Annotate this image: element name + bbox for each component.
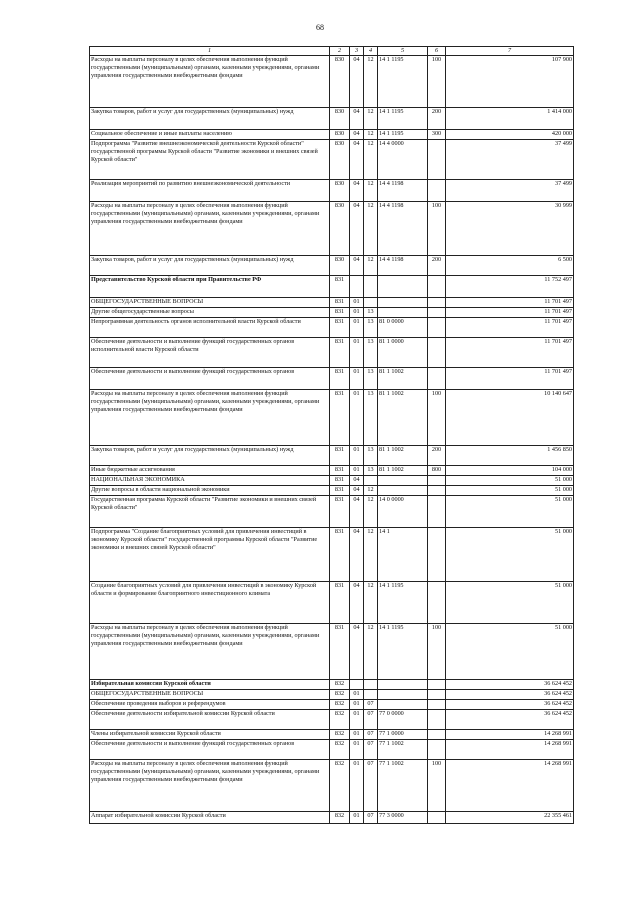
table-row	[90, 740, 574, 760]
cell-ministry-code: 831	[330, 446, 350, 466]
cell-amount: 420 000	[446, 130, 574, 140]
cell-subsection-code	[364, 476, 378, 486]
table-row	[90, 338, 574, 368]
cell-target-article-code	[378, 308, 428, 318]
cell-section-code: 04	[350, 108, 364, 130]
cell-section-code: 01	[350, 700, 364, 710]
cell-expense-type-code	[428, 740, 446, 760]
cell-ministry-code: 831	[330, 476, 350, 486]
cell-expense-type-code: 100	[428, 760, 446, 812]
cell-expense-type-code	[428, 812, 446, 824]
cell-amount: 36 624 452	[446, 700, 574, 710]
cell-expense-type-code	[428, 486, 446, 496]
cell-subsection-code: 13	[364, 466, 378, 476]
cell-ministry-code: 831	[330, 624, 350, 680]
cell-section-code: 04	[350, 202, 364, 256]
cell-section-code: 01	[350, 466, 364, 476]
table-row	[90, 298, 574, 308]
cell-ministry-code: 830	[330, 108, 350, 130]
cell-section-code: 01	[350, 760, 364, 812]
cell-amount: 11 701 497	[446, 308, 574, 318]
cell-expense-type-code	[428, 690, 446, 700]
cell-subsection-code: 12	[364, 130, 378, 140]
cell-amount: 11 701 497	[446, 318, 574, 338]
cell-subsection-code: 12	[364, 582, 378, 624]
column-header: 4	[364, 47, 378, 56]
cell-section-code: 01	[350, 308, 364, 318]
cell-section-code: 01	[350, 730, 364, 740]
table-row	[90, 368, 574, 390]
cell-section-code: 01	[350, 812, 364, 824]
cell-subsection-code: 12	[364, 56, 378, 108]
cell-target-article-code	[378, 680, 428, 690]
cell-subsection-code: 12	[364, 180, 378, 202]
cell-subsection-code: 12	[364, 108, 378, 130]
cell-target-article-code	[378, 476, 428, 486]
cell-expense-type-code	[428, 140, 446, 180]
cell-expense-type-code: 200	[428, 446, 446, 466]
cell-target-article-code: 14 1 1195	[378, 56, 428, 108]
cell-expense-type-code: 100	[428, 390, 446, 446]
table-row	[90, 108, 574, 130]
cell-name: Закупка товаров, работ и услуг для государственных (муниципальных) нужд	[90, 256, 330, 276]
table-row	[90, 202, 574, 256]
cell-expense-type-code	[428, 298, 446, 308]
cell-amount: 107 900	[446, 56, 574, 108]
cell-subsection-code: 07	[364, 740, 378, 760]
cell-target-article-code: 81 1 1002	[378, 390, 428, 446]
cell-section-code: 01	[350, 690, 364, 700]
table-row	[90, 390, 574, 446]
cell-amount: 11 752 497	[446, 276, 574, 298]
cell-expense-type-code	[428, 730, 446, 740]
cell-name: Другие вопросы в области национальной экономики	[90, 486, 330, 496]
cell-section-code: 01	[350, 298, 364, 308]
cell-expense-type-code	[428, 338, 446, 368]
cell-section-code: 01	[350, 338, 364, 368]
cell-target-article-code: 14 1 1195	[378, 108, 428, 130]
cell-section-code: 01	[350, 710, 364, 730]
cell-subsection-code	[364, 680, 378, 690]
table-row	[90, 486, 574, 496]
cell-ministry-code: 830	[330, 140, 350, 180]
cell-section-code: 04	[350, 486, 364, 496]
cell-target-article-code: 81 0 0000	[378, 318, 428, 338]
cell-target-article-code: 81 1 1002	[378, 466, 428, 476]
cell-subsection-code: 07	[364, 730, 378, 740]
cell-target-article-code: 14 4 1198	[378, 202, 428, 256]
cell-target-article-code: 14 4 0000	[378, 140, 428, 180]
cell-expense-type-code	[428, 528, 446, 582]
cell-amount: 10 140 647	[446, 390, 574, 446]
column-header: 3	[350, 47, 364, 56]
table-row	[90, 318, 574, 338]
cell-target-article-code	[378, 298, 428, 308]
cell-ministry-code: 830	[330, 130, 350, 140]
cell-subsection-code: 12	[364, 140, 378, 180]
cell-ministry-code: 832	[330, 690, 350, 700]
cell-name: Создание благоприятных условий для привлечения инвестиций в экономику Курской области и формирование благоприятного инвестиционного климата	[90, 582, 330, 624]
cell-ministry-code: 832	[330, 740, 350, 760]
cell-name: ОБЩЕГОСУДАРСТВЕННЫЕ ВОПРОСЫ	[90, 690, 330, 700]
table-body	[90, 56, 574, 824]
cell-name: Обеспечение проведения выборов и референдумов	[90, 700, 330, 710]
cell-target-article-code: 14 1 1195	[378, 582, 428, 624]
cell-amount: 14 268 991	[446, 760, 574, 812]
cell-amount: 36 624 452	[446, 710, 574, 730]
cell-expense-type-code: 800	[428, 466, 446, 476]
cell-name: Государственная программа Курской области "Развитие экономики и внешних связей Курской области"	[90, 496, 330, 528]
cell-name: Обеспечение деятельности и выполнение функций государственных органов исполнительной власти Курской области	[90, 338, 330, 368]
table-row	[90, 582, 574, 624]
cell-section-code: 01	[350, 318, 364, 338]
budget-table	[89, 46, 574, 824]
cell-target-article-code: 14 4 1198	[378, 256, 428, 276]
cell-name: Социальное обеспечение и иные выплаты населению	[90, 130, 330, 140]
cell-ministry-code: 831	[330, 390, 350, 446]
cell-section-code: 01	[350, 740, 364, 760]
cell-amount: 51 000	[446, 486, 574, 496]
cell-amount: 51 000	[446, 528, 574, 582]
table-row	[90, 256, 574, 276]
cell-name: Иные бюджетные ассигнования	[90, 466, 330, 476]
cell-subsection-code: 07	[364, 700, 378, 710]
table-row	[90, 446, 574, 466]
cell-subsection-code: 07	[364, 710, 378, 730]
cell-subsection-code: 13	[364, 446, 378, 466]
cell-target-article-code: 14 1 1195	[378, 130, 428, 140]
cell-expense-type-code	[428, 476, 446, 486]
table-row	[90, 130, 574, 140]
cell-expense-type-code: 100	[428, 202, 446, 256]
cell-name: Подпрограмма "Развитие внешнеэкономической деятельности Курской области" государственной программы Курской области "Развитие экономики и внешних связей Курской области"	[90, 140, 330, 180]
cell-target-article-code: 14 1	[378, 528, 428, 582]
cell-amount: 1 414 000	[446, 108, 574, 130]
cell-expense-type-code	[428, 680, 446, 690]
page-number: 68	[316, 23, 324, 32]
cell-name: Расходы на выплаты персоналу в целях обеспечения выполнения функций государственными (муниципальными) органами, казенными учреждениями, органами управления государственными внебюджетными фондами	[90, 760, 330, 812]
table-row	[90, 812, 574, 824]
cell-expense-type-code	[428, 318, 446, 338]
table-row	[90, 56, 574, 108]
cell-expense-type-code: 100	[428, 56, 446, 108]
cell-ministry-code: 831	[330, 276, 350, 298]
cell-ministry-code: 832	[330, 700, 350, 710]
column-header: 7	[446, 47, 574, 56]
cell-amount: 51 000	[446, 496, 574, 528]
cell-section-code: 04	[350, 140, 364, 180]
cell-ministry-code: 832	[330, 710, 350, 730]
column-header: 1	[90, 47, 330, 56]
cell-section-code: 04	[350, 582, 364, 624]
table-row	[90, 476, 574, 486]
cell-subsection-code: 12	[364, 528, 378, 582]
cell-amount: 11 701 497	[446, 368, 574, 390]
cell-ministry-code: 832	[330, 760, 350, 812]
cell-ministry-code: 832	[330, 730, 350, 740]
table-row	[90, 700, 574, 710]
cell-section-code: 04	[350, 180, 364, 202]
cell-subsection-code: 12	[364, 256, 378, 276]
cell-target-article-code	[378, 700, 428, 710]
cell-section-code: 04	[350, 256, 364, 276]
table-row	[90, 680, 574, 690]
cell-name: Обеспечение деятельности и выполнение функций государственных органов	[90, 368, 330, 390]
cell-section-code: 04	[350, 130, 364, 140]
table-row	[90, 710, 574, 730]
cell-name: Закупка товаров, работ и услуг для государственных (муниципальных) нужд	[90, 108, 330, 130]
cell-ministry-code: 831	[330, 338, 350, 368]
cell-name: Непрограммная деятельность органов исполнительной власти Курской области	[90, 318, 330, 338]
cell-amount: 51 000	[446, 582, 574, 624]
table-row	[90, 730, 574, 740]
cell-target-article-code: 77 1 1002	[378, 760, 428, 812]
cell-amount: 11 701 497	[446, 338, 574, 368]
table-row	[90, 180, 574, 202]
cell-expense-type-code: 200	[428, 108, 446, 130]
cell-amount: 36 624 452	[446, 680, 574, 690]
column-header: 2	[330, 47, 350, 56]
cell-name: Расходы на выплаты персоналу в целях обеспечения выполнения функций государственными (муниципальными) органами, казенными учреждениями, органами управления государственными внебюджетными фондами	[90, 56, 330, 108]
cell-expense-type-code	[428, 180, 446, 202]
cell-target-article-code: 81 1 0000	[378, 338, 428, 368]
cell-amount: 14 268 991	[446, 730, 574, 740]
cell-amount: 22 355 461	[446, 812, 574, 824]
cell-target-article-code: 14 1 1195	[378, 624, 428, 680]
cell-target-article-code	[378, 486, 428, 496]
cell-name: Избирательная комиссия Курской области	[90, 680, 330, 690]
cell-amount: 36 624 452	[446, 690, 574, 700]
cell-subsection-code: 13	[364, 390, 378, 446]
cell-amount: 104 000	[446, 466, 574, 476]
cell-section-code: 01	[350, 368, 364, 390]
table-header-row	[90, 47, 574, 56]
cell-ministry-code: 831	[330, 582, 350, 624]
cell-target-article-code	[378, 276, 428, 298]
column-header: 6	[428, 47, 446, 56]
cell-expense-type-code	[428, 582, 446, 624]
cell-name: Аппарат избирательной комиссии Курской области	[90, 812, 330, 824]
cell-section-code: 04	[350, 496, 364, 528]
cell-target-article-code: 77 0 0000	[378, 710, 428, 730]
cell-target-article-code: 81 1 1002	[378, 368, 428, 390]
cell-subsection-code	[364, 690, 378, 700]
cell-expense-type-code	[428, 368, 446, 390]
cell-expense-type-code: 200	[428, 256, 446, 276]
cell-expense-type-code: 100	[428, 624, 446, 680]
cell-amount: 37 499	[446, 180, 574, 202]
cell-ministry-code: 831	[330, 528, 350, 582]
cell-amount: 30 999	[446, 202, 574, 256]
cell-expense-type-code	[428, 700, 446, 710]
cell-name: НАЦИОНАЛЬНАЯ ЭКОНОМИКА	[90, 476, 330, 486]
cell-expense-type-code: 300	[428, 130, 446, 140]
cell-ministry-code: 831	[330, 318, 350, 338]
table-row	[90, 760, 574, 812]
cell-amount: 51 000	[446, 624, 574, 680]
cell-ministry-code: 832	[330, 812, 350, 824]
cell-target-article-code: 14 4 1198	[378, 180, 428, 202]
cell-section-code: 04	[350, 476, 364, 486]
cell-amount: 51 000	[446, 476, 574, 486]
table-row	[90, 496, 574, 528]
cell-target-article-code	[378, 690, 428, 700]
cell-amount: 1 456 850	[446, 446, 574, 466]
cell-amount: 14 268 991	[446, 740, 574, 760]
cell-subsection-code: 12	[364, 202, 378, 256]
cell-name: Подпрограмма "Создание благоприятных условий для привлечения инвестиций в экономику Курской области" государственной программы Курской области "Развитие экономики и внешних связей Курской области"	[90, 528, 330, 582]
cell-ministry-code: 831	[330, 466, 350, 476]
cell-name: Закупка товаров, работ и услуг для государственных (муниципальных) нужд	[90, 446, 330, 466]
table-row	[90, 528, 574, 582]
cell-name: Расходы на выплаты персоналу в целях обеспечения выполнения функций государственными (муниципальными) органами, казенными учреждениями, органами управления государственными внебюджетными фондами	[90, 624, 330, 680]
cell-ministry-code: 830	[330, 180, 350, 202]
cell-section-code: 01	[350, 446, 364, 466]
cell-section-code	[350, 680, 364, 690]
table-row	[90, 690, 574, 700]
cell-name: Реализация мероприятий по развитию внешнеэкономической деятельности	[90, 180, 330, 202]
cell-ministry-code: 831	[330, 298, 350, 308]
cell-section-code: 04	[350, 528, 364, 582]
cell-name: Обеспечение деятельности избирательной комиссии Курской области	[90, 710, 330, 730]
table-row	[90, 140, 574, 180]
table-row	[90, 624, 574, 680]
cell-subsection-code	[364, 298, 378, 308]
cell-name: Расходы на выплаты персоналу в целях обеспечения выполнения функций государственными (муниципальными) органами, казенными учреждениями, органами управления государственными внебюджетными фондами	[90, 390, 330, 446]
cell-section-code	[350, 276, 364, 298]
table-row	[90, 466, 574, 476]
cell-expense-type-code	[428, 496, 446, 528]
cell-ministry-code: 831	[330, 496, 350, 528]
cell-amount: 11 701 497	[446, 298, 574, 308]
cell-ministry-code: 831	[330, 368, 350, 390]
cell-target-article-code: 77 1 1002	[378, 740, 428, 760]
cell-name: Представительство Курской области при Правительстве РФ	[90, 276, 330, 298]
cell-name: Расходы на выплаты персоналу в целях обеспечения выполнения функций государственными (муниципальными) органами, казенными учреждениями, органами управления государственными внебюджетными фондами	[90, 202, 330, 256]
cell-subsection-code: 12	[364, 496, 378, 528]
cell-subsection-code: 13	[364, 318, 378, 338]
cell-name: Члены избирательной комиссии Курской области	[90, 730, 330, 740]
cell-expense-type-code	[428, 276, 446, 298]
cell-name: ОБЩЕГОСУДАРСТВЕННЫЕ ВОПРОСЫ	[90, 298, 330, 308]
cell-target-article-code: 14 0 0000	[378, 496, 428, 528]
cell-expense-type-code	[428, 710, 446, 730]
cell-ministry-code: 830	[330, 56, 350, 108]
cell-name: Обеспечение деятельности и выполнение функций государственных органов	[90, 740, 330, 760]
cell-subsection-code: 12	[364, 486, 378, 496]
cell-subsection-code: 13	[364, 308, 378, 318]
cell-section-code: 01	[350, 390, 364, 446]
cell-subsection-code	[364, 276, 378, 298]
cell-target-article-code: 77 3 0000	[378, 812, 428, 824]
cell-ministry-code: 830	[330, 202, 350, 256]
cell-subsection-code: 13	[364, 368, 378, 390]
cell-section-code: 04	[350, 624, 364, 680]
cell-subsection-code: 13	[364, 338, 378, 368]
cell-section-code: 04	[350, 56, 364, 108]
cell-ministry-code: 831	[330, 486, 350, 496]
cell-ministry-code: 831	[330, 308, 350, 318]
cell-name: Другие общегосударственные вопросы	[90, 308, 330, 318]
cell-amount: 37 499	[446, 140, 574, 180]
cell-amount: 6 500	[446, 256, 574, 276]
table-row	[90, 308, 574, 318]
cell-subsection-code: 07	[364, 812, 378, 824]
table-row	[90, 276, 574, 298]
cell-expense-type-code	[428, 308, 446, 318]
cell-target-article-code: 81 1 1002	[378, 446, 428, 466]
cell-subsection-code: 07	[364, 760, 378, 812]
cell-target-article-code: 77 1 0000	[378, 730, 428, 740]
cell-ministry-code: 832	[330, 680, 350, 690]
cell-subsection-code: 12	[364, 624, 378, 680]
cell-ministry-code: 830	[330, 256, 350, 276]
column-header: 5	[378, 47, 428, 56]
